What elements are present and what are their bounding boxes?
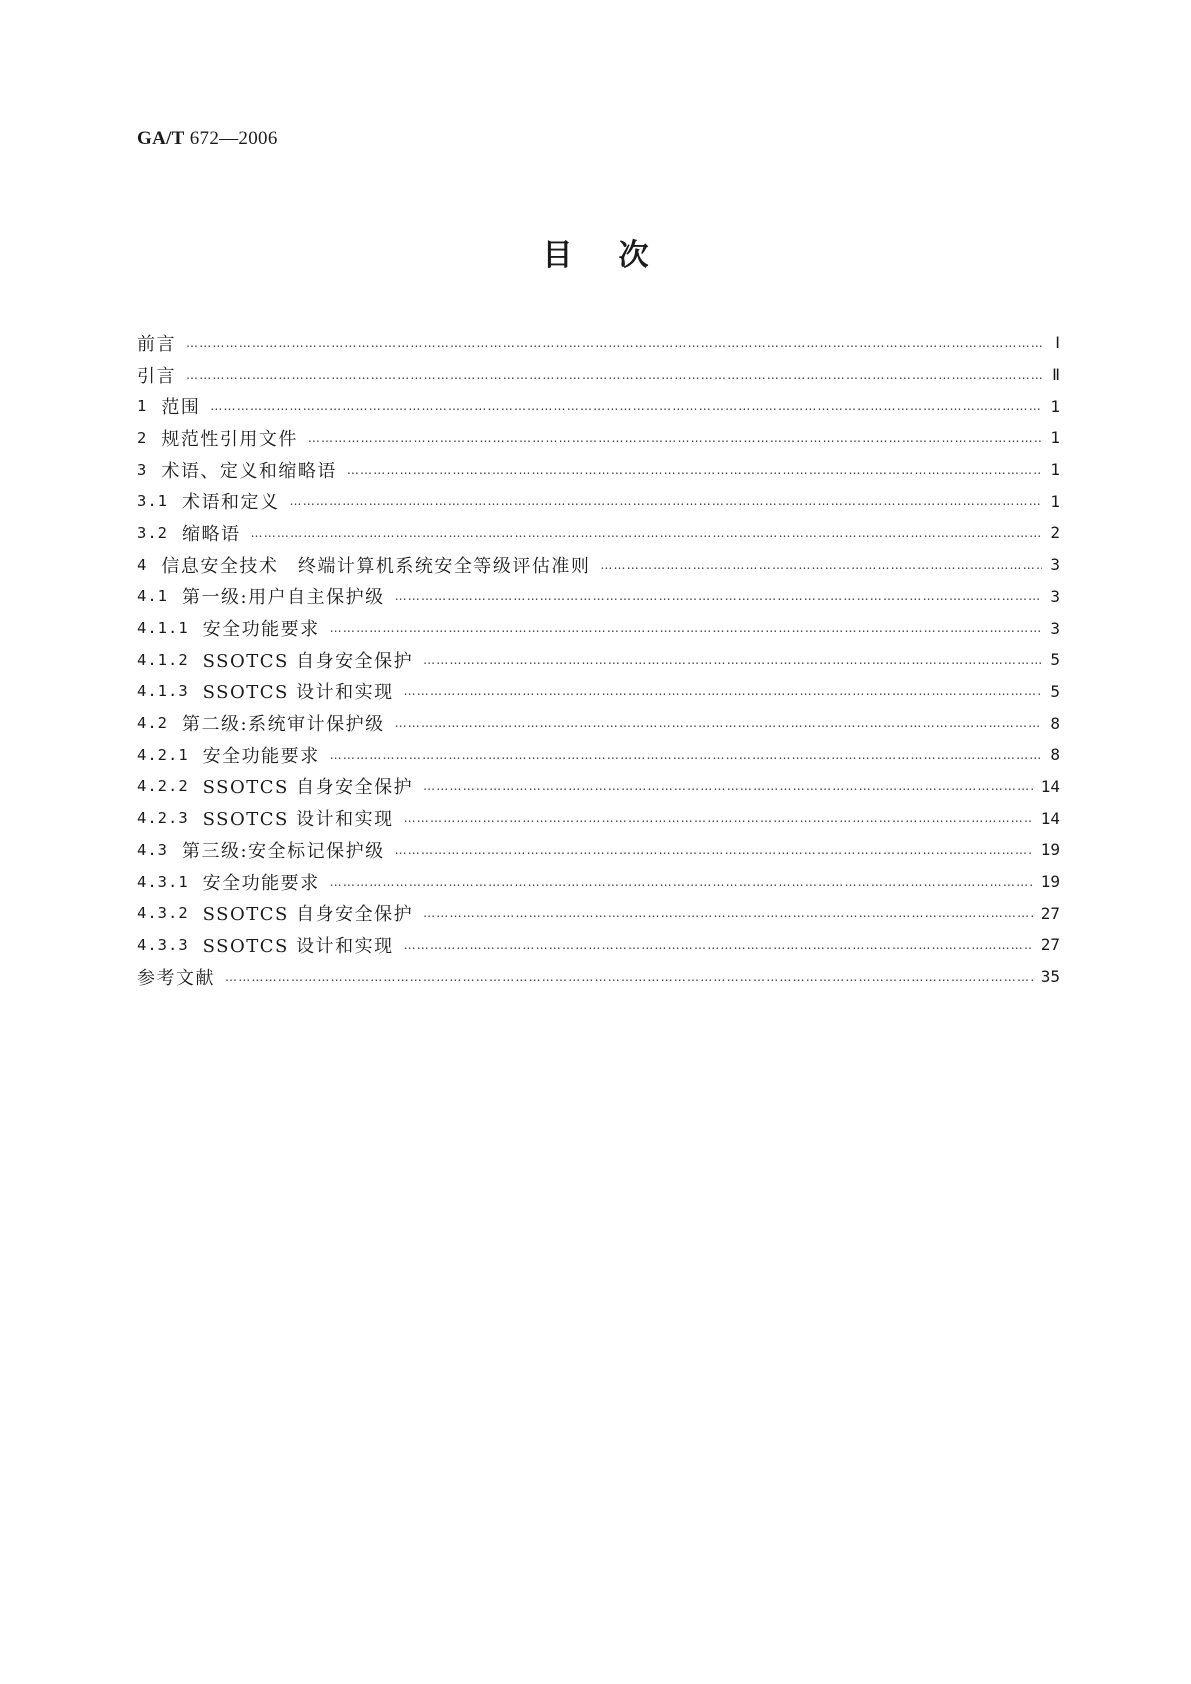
document-code — [137, 128, 278, 150]
toc-entry-page: 8 — [1050, 713, 1060, 733]
toc-entry[interactable] — [137, 897, 1060, 929]
toc-entry-label: SSOTCS 自身安全保护 — [202, 777, 414, 799]
toc-entry-page: 8 — [1050, 745, 1060, 765]
toc-entry-page: Ⅰ — [1055, 333, 1060, 353]
toc-leader-dots — [395, 717, 1042, 729]
toc-entry-label: 引言 — [137, 365, 176, 387]
toc-entry-number: 4.2 — [137, 714, 168, 733]
toc-leader-dots — [404, 939, 1033, 951]
toc-leader-dots — [186, 337, 1042, 349]
toc-entry[interactable] — [137, 485, 1060, 517]
toc-entry-page: 14 — [1040, 776, 1060, 796]
toc-entry-number: 4.1.1 — [137, 619, 189, 638]
toc-entry-label: 缩略语 — [182, 523, 241, 545]
toc-entry-number: 4 — [137, 555, 148, 574]
toc-entry[interactable] — [137, 359, 1060, 391]
toc-entry[interactable] — [137, 644, 1060, 676]
toc-entry-label: 参考文献 — [137, 967, 215, 989]
toc-entry-label: 安全功能要求 — [202, 745, 320, 767]
toc-leader-dots — [308, 432, 1042, 444]
toc-entry-page: 19 — [1040, 840, 1060, 860]
toc-leader-dots — [600, 559, 1042, 571]
toc-entry-page: 27 — [1040, 935, 1060, 955]
toc-entry-page: Ⅱ — [1052, 365, 1060, 385]
toc-leader-dots — [186, 369, 1042, 381]
toc-entry-number: 3.2 — [137, 523, 168, 542]
table-of-contents — [137, 327, 1060, 992]
toc-entry-number: 1 — [137, 397, 148, 416]
toc-entry[interactable] — [137, 834, 1060, 866]
toc-entry-number: 3 — [137, 460, 148, 479]
toc-entry-page: 27 — [1040, 903, 1060, 923]
toc-entry[interactable] — [137, 581, 1060, 613]
toc-leader-dots — [395, 844, 1033, 856]
toc-leader-dots — [210, 400, 1042, 412]
toc-entry-label: SSOTCS 设计和实现 — [202, 682, 394, 704]
toc-entry[interactable] — [137, 771, 1060, 803]
toc-leader-dots — [404, 812, 1033, 824]
toc-entry[interactable] — [137, 454, 1060, 486]
toc-entry[interactable] — [137, 612, 1060, 644]
toc-entry-page: 3 — [1050, 618, 1060, 638]
toc-entry-number: 3.1 — [137, 492, 168, 511]
toc-leader-dots — [423, 654, 1042, 666]
toc-entry-label: SSOTCS 设计和实现 — [202, 935, 394, 957]
toc-entry-number: 4.3.3 — [137, 935, 189, 954]
toc-entry-page: 3 — [1050, 586, 1060, 606]
toc-entry[interactable] — [137, 422, 1060, 454]
toc-entry[interactable] — [137, 707, 1060, 739]
toc-entry-page: 5 — [1050, 650, 1060, 670]
toc-entry-label: 第三级:安全标记保护级 — [182, 840, 385, 862]
toc-entry-label: 前言 — [137, 333, 176, 355]
toc-entry-label: 信息安全技术 终端计算机系统安全等级评估准则 — [161, 555, 591, 577]
toc-entry-number: 4.1.3 — [137, 682, 189, 701]
toc-entry-number: 4.3.2 — [137, 904, 189, 923]
toc-entry[interactable] — [137, 517, 1060, 549]
toc-entry-page: 2 — [1050, 523, 1060, 543]
toc-entry[interactable] — [137, 390, 1060, 422]
toc-entry-page: 1 — [1050, 396, 1060, 416]
toc-leader-dots — [330, 622, 1042, 634]
toc-entry-label: 安全功能要求 — [202, 872, 320, 894]
toc-entry-label: SSOTCS 自身安全保护 — [202, 650, 414, 672]
toc-leader-dots — [423, 907, 1033, 919]
toc-entry-label: 范围 — [161, 397, 201, 419]
toc-entry[interactable] — [137, 929, 1060, 961]
toc-leader-dots — [423, 780, 1033, 792]
toc-entry-number: 4.1 — [137, 587, 168, 606]
toc-entry-page: 5 — [1050, 681, 1060, 701]
toc-entry-number: 4.2.1 — [137, 745, 189, 764]
toc-entry-page: 14 — [1040, 808, 1060, 828]
toc-entry-number: 4.2.3 — [137, 809, 189, 828]
toc-leader-dots — [404, 685, 1042, 697]
toc-entry-label: 术语和定义 — [182, 492, 280, 514]
page-title: 目次 — [542, 238, 695, 273]
document-code-number: 672—2006 — [189, 128, 278, 149]
toc-entry-label: 第二级:系统审计保护级 — [182, 714, 385, 736]
toc-entry-page: 3 — [1050, 555, 1060, 575]
toc-entry-number: 2 — [137, 428, 148, 447]
toc-entry-page: 35 — [1040, 967, 1060, 987]
toc-leader-dots — [251, 527, 1043, 539]
toc-leader-dots — [330, 749, 1042, 761]
toc-leader-dots — [225, 971, 1033, 983]
toc-entry-label: 规范性引用文件 — [161, 428, 298, 450]
toc-entry[interactable] — [137, 802, 1060, 834]
toc-entry[interactable] — [137, 866, 1060, 898]
toc-entry-label: 安全功能要求 — [202, 619, 320, 641]
toc-entry-label: 第一级:用户自主保护级 — [182, 587, 385, 609]
toc-entry-number: 4.1.2 — [137, 650, 189, 669]
toc-entry[interactable] — [137, 961, 1060, 993]
document-code-prefix: GA/T — [137, 128, 185, 149]
toc-entry-page: 1 — [1050, 428, 1060, 448]
toc-entry[interactable] — [137, 739, 1060, 771]
toc-entry[interactable] — [137, 327, 1060, 359]
toc-entry[interactable] — [137, 549, 1060, 581]
toc-entry-page: 1 — [1050, 460, 1060, 480]
toc-entry-label: SSOTCS 自身安全保护 — [202, 904, 414, 926]
toc-entry-label: 术语、定义和缩略语 — [161, 460, 337, 482]
toc-entry[interactable] — [137, 676, 1060, 708]
toc-leader-dots — [395, 590, 1042, 602]
toc-leader-dots — [330, 876, 1033, 888]
toc-leader-dots — [347, 464, 1042, 476]
toc-entry-page: 1 — [1050, 491, 1060, 511]
toc-entry-number: 4.3 — [137, 840, 168, 859]
toc-entry-label: SSOTCS 设计和实现 — [202, 809, 394, 831]
toc-entry-page: 19 — [1040, 872, 1060, 892]
toc-leader-dots — [290, 495, 1043, 507]
toc-entry-number: 4.2.2 — [137, 777, 189, 796]
toc-entry-number: 4.3.1 — [137, 872, 189, 891]
